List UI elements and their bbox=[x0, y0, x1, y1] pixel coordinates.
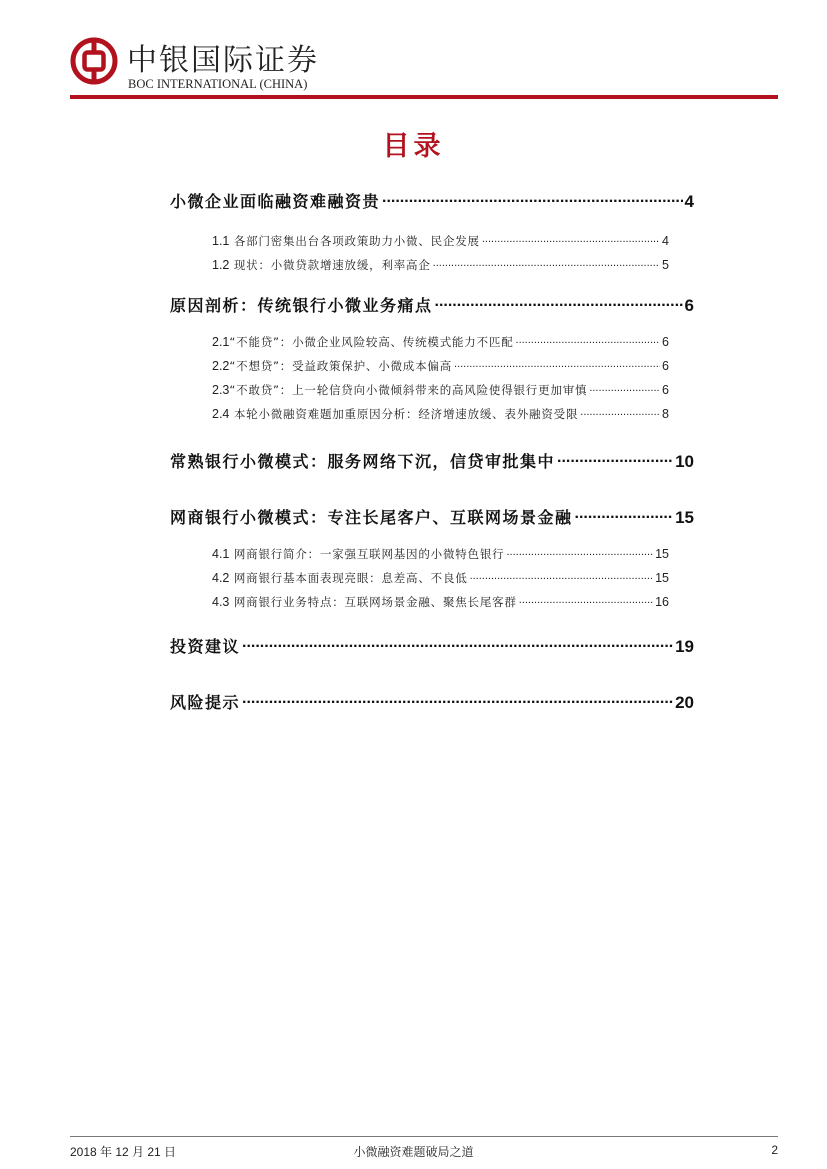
toc-entry-page: 6 bbox=[662, 335, 669, 349]
dot-leader bbox=[506, 547, 653, 558]
toc-entry-page: 4 bbox=[662, 234, 669, 248]
toc-entry-page: 6 bbox=[662, 383, 669, 397]
toc-entry-number: 2.1 bbox=[212, 335, 230, 349]
toc-entry-label: 原因剖析：传统银行小微业务痛点 bbox=[170, 296, 433, 315]
dot-leader bbox=[482, 234, 660, 245]
toc-entry-page: 15 bbox=[675, 508, 694, 527]
toc-entry[interactable] bbox=[212, 570, 669, 586]
footer-divider bbox=[70, 1136, 778, 1137]
toc-entry-number: 4.2 bbox=[212, 571, 230, 585]
dot-leader bbox=[575, 507, 674, 523]
toc-entry-number: 1.1 bbox=[212, 234, 230, 248]
toc-entry-label: 各部门密集出台各项政策助力小微、民企发展 bbox=[233, 234, 480, 248]
dot-leader bbox=[242, 636, 673, 652]
dot-leader bbox=[433, 258, 660, 269]
toc-entry-number: 1.2 bbox=[212, 258, 230, 272]
dot-leader bbox=[519, 595, 653, 606]
toc-entry-page: 5 bbox=[662, 258, 669, 272]
dot-leader bbox=[454, 359, 660, 370]
brand-name-en: BOC INTERNATIONAL (CHINA) bbox=[128, 77, 308, 91]
toc-entry[interactable] bbox=[170, 690, 694, 713]
toc-entry[interactable] bbox=[212, 257, 669, 273]
toc-entry-label: “不能贷”：小微企业风险较高、传统模式能力不匹配 bbox=[229, 335, 514, 349]
toc-entry[interactable] bbox=[170, 505, 694, 528]
toc-entry[interactable] bbox=[212, 594, 669, 610]
toc-entry[interactable] bbox=[170, 189, 694, 212]
toc-entry-label: 小微企业面临融资难融资贵 bbox=[170, 192, 381, 211]
dot-leader bbox=[580, 407, 660, 418]
toc-entry-page: 8 bbox=[662, 407, 669, 421]
toc-entry-page: 15 bbox=[655, 571, 669, 585]
toc-entry-number: 2.3 bbox=[212, 383, 230, 397]
toc-entry[interactable] bbox=[170, 449, 694, 472]
toc-entry-number: 2.4 bbox=[212, 407, 230, 421]
toc-entry[interactable] bbox=[170, 293, 694, 316]
toc-entry-number: 4.3 bbox=[212, 595, 230, 609]
toc-entry-label: “不想贷”：受益政策保护、小微成本偏高 bbox=[229, 359, 453, 373]
toc-entry[interactable] bbox=[212, 233, 669, 249]
toc-entry-label: 网商银行小微模式：专注长尾客户、互联网场景金融 bbox=[170, 508, 573, 527]
toc-entry[interactable] bbox=[212, 334, 669, 350]
toc-entry-label: 本轮小微融资难题加重原因分析：经济增速放缓、表外融资受限 bbox=[233, 407, 579, 421]
toc-entry-label: 网商银行基本面表现亮眼：息差高、不良低 bbox=[233, 571, 468, 585]
toc-entry-label: 常熟银行小微模式：服务网络下沉，信贷审批集中 bbox=[170, 452, 556, 471]
toc-entry-page: 6 bbox=[684, 296, 694, 315]
toc-entry-label: 风险提示 bbox=[170, 693, 241, 712]
dot-leader bbox=[470, 571, 654, 582]
toc-title: 目录 bbox=[382, 131, 445, 162]
footer-page-number: 2 bbox=[771, 1143, 778, 1157]
toc-entry-number: 2.2 bbox=[212, 359, 230, 373]
toc-entry-label: “不敢贷”：上一轮信贷向小微倾斜带来的高风险使得银行更加审慎 bbox=[229, 383, 588, 397]
toc-entry-number: 4.1 bbox=[212, 547, 230, 561]
toc-entry[interactable] bbox=[212, 546, 669, 562]
toc-entry-page: 19 bbox=[675, 637, 694, 656]
toc-entry[interactable] bbox=[212, 406, 669, 422]
toc-entry-page: 6 bbox=[662, 359, 669, 373]
dot-leader bbox=[242, 692, 673, 708]
toc-entry-label: 网商银行简介：一家强互联网基因的小微特色银行 bbox=[233, 547, 505, 561]
toc-entry-page: 16 bbox=[655, 595, 669, 609]
toc-entry-label: 网商银行业务特点：互联网场景金融、聚焦长尾客群 bbox=[233, 595, 517, 609]
toc-entry[interactable] bbox=[170, 634, 694, 657]
toc-entry-page: 4 bbox=[684, 192, 694, 211]
toc-entry-page: 20 bbox=[675, 693, 694, 712]
toc-entry[interactable] bbox=[212, 358, 669, 374]
toc-entry[interactable] bbox=[212, 382, 669, 398]
toc-entry-label: 现状：小微贷款增速放缓，利率高企 bbox=[233, 258, 431, 272]
footer-date: 2018 年 12 月 21 日 bbox=[70, 1145, 177, 1159]
brand-name-cn: 中银国际证券 bbox=[127, 43, 319, 78]
toc-entry-label: 投资建议 bbox=[170, 637, 241, 656]
dot-leader bbox=[557, 451, 673, 467]
dot-leader bbox=[516, 335, 661, 346]
dot-leader bbox=[382, 191, 683, 207]
footer-document-title: 小微融资难题破局之道 bbox=[353, 1145, 474, 1159]
dot-leader bbox=[435, 295, 683, 311]
toc-entry-page: 15 bbox=[655, 547, 669, 561]
dot-leader bbox=[589, 383, 660, 394]
toc-entry-page: 10 bbox=[675, 452, 694, 471]
